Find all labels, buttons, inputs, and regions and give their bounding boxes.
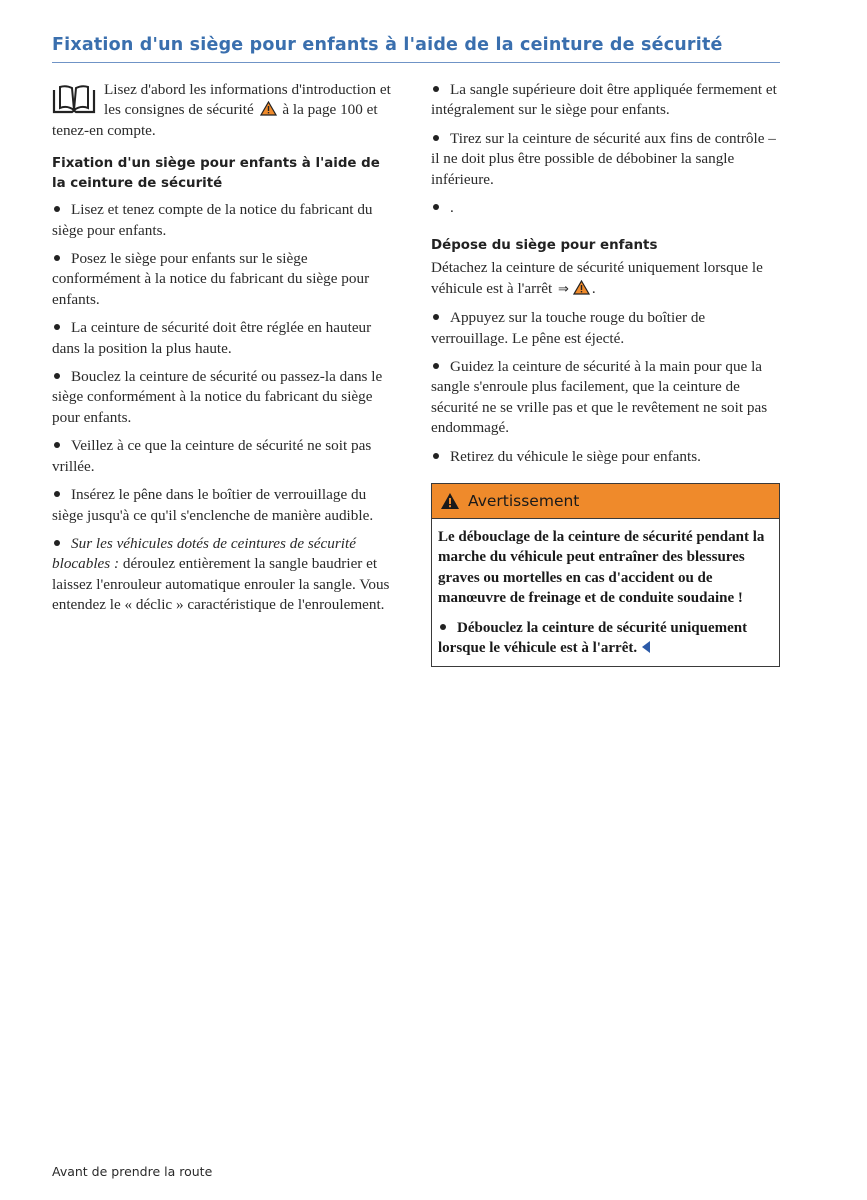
bullet-icon <box>54 255 60 261</box>
list-item: La sangle supérieure doit être appliquée fermement et intégralement sur le siège pour enfants. <box>431 81 777 119</box>
left-column <box>52 80 397 624</box>
list-item: . <box>431 198 780 218</box>
list-item: Sur les véhicules dotés de ceintures de sécurité blocables : déroulez entièrement la sangle baudrier et laissez l'enrouleur automatique enrouler la sangle. Vous entendez le « déclic » caractéristique de l'enroulement. <box>52 534 390 614</box>
bullet-icon <box>433 363 439 369</box>
warning-header <box>432 484 779 519</box>
list-item: Posez le siège pour enfants sur le siège conformément à la notice du fabricant du siège pour enfants. <box>52 250 370 308</box>
warning-title: Avertissement <box>468 491 580 510</box>
section-end-icon <box>642 641 650 653</box>
list-item: Guidez la ceinture de sécurité à la main pour que la sangle s'enroule plus facilement, que la ceinture de sécurité ne se vrille pas et que le revêtement ne soit pas endommagé. <box>431 358 768 437</box>
bullet-icon <box>433 314 439 320</box>
page-footer: Avant de prendre la route <box>52 1164 213 1179</box>
bullet-icon <box>440 624 446 630</box>
right-column <box>431 80 780 667</box>
bullet-icon <box>54 324 60 330</box>
intro-paragraph <box>52 80 397 141</box>
intro-text-end: à la page 100 et tenez-en compte. <box>52 101 378 139</box>
warning-body <box>432 519 779 666</box>
list-item: Tirez sur la ceinture de sécurité aux fins de contrôle – il ne doit plus être possible de débobiner la sangle inférieure. <box>431 129 776 188</box>
bullet-icon <box>433 86 439 92</box>
list-item: Lisez et tenez compte de la notice du fabricant du siège pour enfants. <box>52 201 373 239</box>
list-item: Insérez le pêne dans le boîtier de verrouillage du siège jusqu'à ce qu'il s'enclenche de manière audible. <box>52 486 374 524</box>
list-item: Appuyez sur la touche rouge du boîtier de verrouillage. Le pêne est éjecté. <box>431 309 706 347</box>
title-rule <box>52 62 780 63</box>
list-item: Retirez du véhicule le siège pour enfants. <box>431 447 780 467</box>
bullet-icon <box>433 135 439 141</box>
warning-bullet: Débouclez la ceinture de sécurité uniquement lorsque le véhicule est à l'arrêt. <box>438 619 748 657</box>
bullet-icon <box>433 204 439 210</box>
section-heading: Dépose du siège pour enfants <box>431 238 658 254</box>
list-item: La ceinture de sécurité doit être réglée en hauteur dans la position la plus haute. <box>52 319 372 357</box>
warning-box <box>431 483 780 667</box>
page-title: Fixation d'un siège pour enfants à l'aide de la ceinture de sécurité <box>52 35 723 55</box>
section-heading: Fixation d'un siège pour enfants à l'aide de la ceinture de sécurité <box>52 156 380 192</box>
bullet-icon <box>54 442 60 448</box>
bullet-icon <box>54 373 60 379</box>
intro-text: Lisez d'abord les informations d'introduction et les consignes de sécurité <box>104 81 391 119</box>
book-icon <box>52 84 96 114</box>
bullet-icon <box>54 491 60 497</box>
list-item: Bouclez la ceinture de sécurité ou passez-la dans le siège conformément à la notice du fabricant du siège pour enfants. <box>52 368 383 426</box>
warning-triangle-icon[interactable] <box>260 101 277 116</box>
warning-triangle-icon[interactable] <box>573 280 590 295</box>
list-item: Veillez à ce que la ceinture de sécurité ne soit pas vrillée. <box>52 437 372 475</box>
italic-qualifier: Sur les véhicules dotés de ceintures de sécurité blocables : <box>52 534 356 573</box>
arrow-right-icon[interactable]: ⇒ <box>558 281 569 297</box>
bullet-icon <box>54 540 60 546</box>
bullet-icon <box>433 453 439 459</box>
removal-intro: Détachez la ceinture de sécurité uniquement lorsque le véhicule est à l'arrêt ⇒ . <box>431 259 763 297</box>
bullet-icon <box>54 206 60 212</box>
warning-text: Le débouclage de la ceinture de sécurité pendant la marche du véhicule peut entraîner des blessures graves ou mortelles en cas d'accident ou de manœuvre de freinage et de conduite soudaine ! <box>438 529 765 606</box>
warning-triangle-icon <box>440 492 460 510</box>
